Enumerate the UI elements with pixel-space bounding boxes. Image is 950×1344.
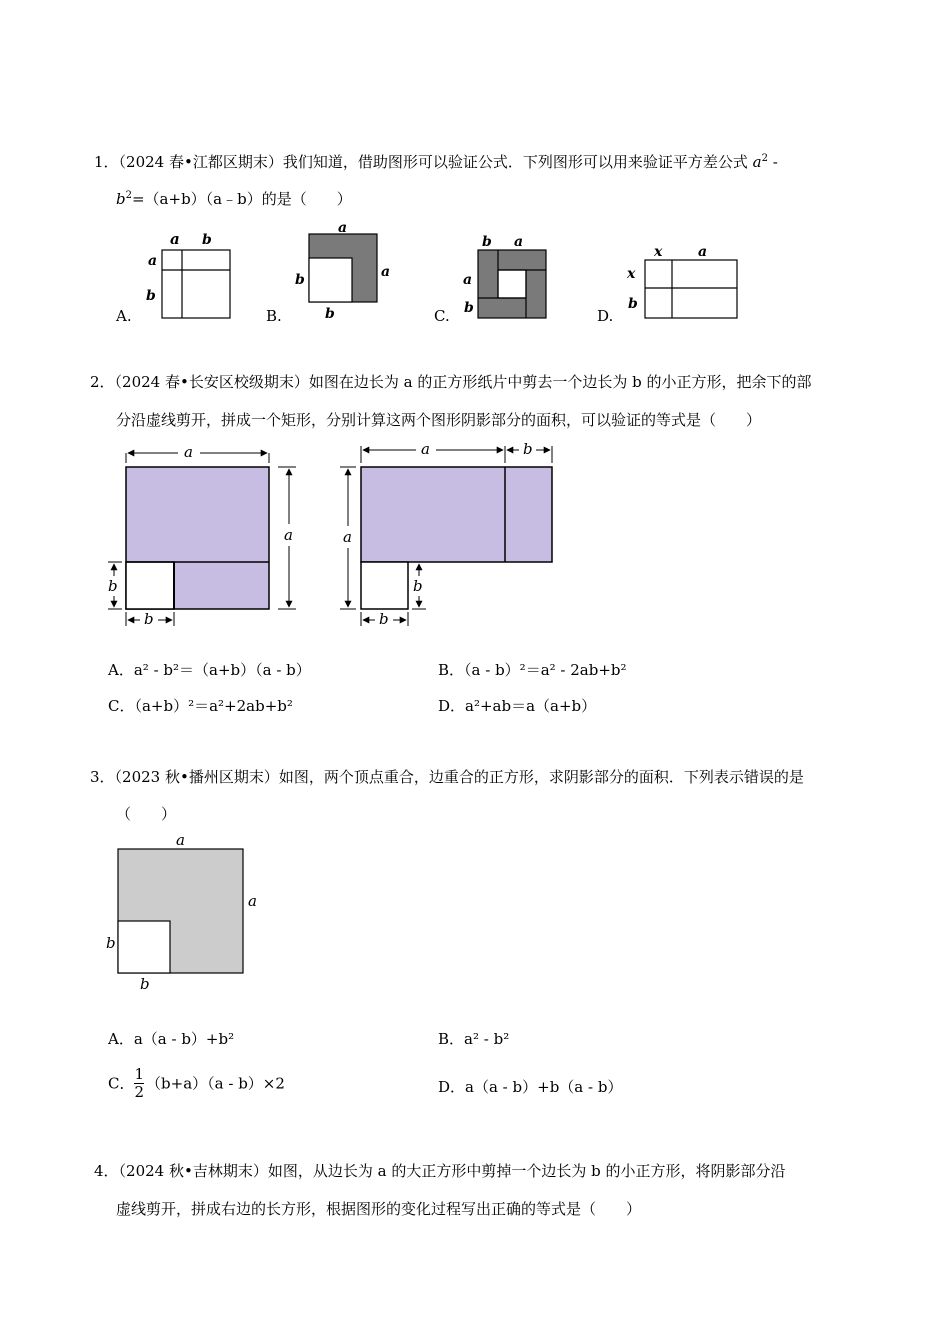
q3-option-d-text: a（a - b）+b（a - b） (465, 1078, 623, 1096)
q1d-label-left-b: b (628, 296, 638, 312)
q2-option-a[interactable] (108, 660, 311, 680)
q1-formula-a: a (752, 153, 762, 171)
q2-label-b-side: b (108, 577, 118, 595)
q1d-label-top-a: a (698, 244, 708, 260)
q2-stem-2: 分沿虚线剪开，拼成一个矩形，分别计算这两个图形阴影部分的面积，可以验证的等式是（ ） (116, 411, 762, 429)
q2-option-b-text: （a - b）²＝a² - 2ab+b² (464, 661, 627, 679)
q2-number: 2． (90, 373, 115, 391)
q3-option-c-letter: C． (108, 1074, 135, 1093)
q1b-label-bottom-b: b (325, 306, 335, 322)
q2-option-a-letter: A． (108, 661, 134, 679)
q3-figure (100, 830, 270, 995)
q1-formula-b: b (116, 190, 126, 208)
q2-left-cut-square (126, 562, 174, 609)
q2-stem-1: （2024 春•长安区校级期末）如图在边长为 a 的正方形纸片中剪去一个边长为 b 的小正方形，把余下的部 (114, 373, 812, 391)
q4-line1 (94, 1161, 785, 1181)
q2-right-rectangle (361, 467, 552, 562)
q3-label-top-a: a (176, 831, 185, 849)
q3-option-c[interactable] (108, 1066, 285, 1101)
q1d-label-top-x: x (654, 244, 663, 260)
q1d-label-left-x: x (627, 266, 636, 282)
q1-line2: $b^2=(a+b)(a﹣b)$的是（ ） (116, 190, 352, 208)
q1a-label-top-b: b (202, 232, 212, 248)
q1a-label-top-a: a (170, 230, 180, 248)
q3-option-b[interactable] (438, 1029, 509, 1049)
q1-formula-dash: - (767, 153, 778, 171)
q3-number: 3． (90, 768, 115, 786)
q1c-label-left-b: b (464, 300, 474, 316)
q1c-label-top-b: b (482, 234, 492, 250)
q3-line1 (90, 767, 804, 787)
q3-option-c-fraction (134, 1066, 144, 1101)
q4-number: 4． (94, 1162, 119, 1180)
q2-label-a-side: a (284, 526, 293, 544)
q1-option-c[interactable]: C. (434, 307, 450, 325)
q3-option-d-letter: D． (438, 1078, 466, 1096)
q1-number: 1． (94, 153, 119, 171)
q4-stem-1: （2024 秋•吉林期末）如图，从边长为 a 的大正方形中剪掉一个边长为 b 的小正方形，将阴影部分沿 (118, 1162, 786, 1180)
q2-label-b-bottom: b (144, 610, 154, 628)
q1-figure-b (290, 220, 400, 325)
q2-option-c-letter: C． (108, 697, 135, 715)
q1-figure-c (458, 232, 558, 327)
q1a-outer-square (162, 250, 230, 318)
q2-option-b-letter: B． (438, 661, 465, 679)
q2-option-d[interactable] (438, 696, 596, 716)
q3-label-bottom-b: b (140, 975, 150, 993)
q2-option-c-text: （a+b）²＝a²+2ab+b² (134, 697, 293, 715)
q1c-label-top-a: a (514, 234, 524, 250)
q2-line1 (90, 372, 811, 392)
q1-option-d[interactable]: D. (597, 307, 614, 325)
q3-option-a[interactable] (108, 1029, 234, 1049)
q1a-label-left-a: a (148, 253, 158, 269)
q1-option-b[interactable]: B. (266, 307, 282, 325)
q3-stem-2: （ ） (116, 805, 177, 823)
q1-stem: （2024 春•江都区期末）我们知道，借助图形可以验证公式．下列图形可以用来验证平方差公式 (118, 153, 748, 171)
q2-label-a-side2: a (343, 528, 352, 546)
q2-right-small-square (361, 562, 408, 609)
q1-line1: 1．（2024 春•江都区期末）我们知道，借助图形可以验证公式．下列图形可以用来验证平方差公式 $a^2$ - (94, 153, 778, 171)
q2-figure (100, 436, 570, 636)
q1-figure-a (140, 226, 240, 326)
q1d-rectangle (645, 260, 737, 318)
q3-option-b-text: a² - b² (464, 1030, 510, 1048)
q3-label-right-a: a (248, 892, 257, 910)
q2-label-b-side2: b (413, 577, 423, 595)
q3-stem-1: （2023 秋•播州区期末）如图，两个顶点重合，边重合的正方形，求阴影部分的面积．下列表示错误的是 (114, 768, 804, 786)
q1b-label-top-a: a (338, 220, 348, 236)
q2-label-b-top2: b (523, 440, 533, 458)
q1c-label-left-a: a (463, 272, 473, 288)
q2-option-d-letter: D． (438, 697, 466, 715)
q1-option-a[interactable]: A. (116, 307, 132, 325)
q1-figure-d (620, 240, 745, 325)
q1b-inner-square (309, 258, 352, 302)
q3-small-square (118, 921, 170, 973)
q1b-label-right-a: a (381, 264, 391, 280)
q3-label-left-b: b (106, 934, 116, 952)
q4-stem-2: 虚线剪开，拼成右边的长方形，根据图形的变化过程写出正确的等式是（ ） (116, 1200, 642, 1218)
q1b-label-left-b: b (295, 272, 305, 288)
q2-label-a-top: a (184, 443, 193, 461)
q1-formula-rest: =（a+b）（a﹣b）的是（ ） (131, 190, 352, 208)
q2-option-b[interactable] (438, 660, 627, 680)
q3-option-d[interactable] (438, 1077, 622, 1097)
q3-option-a-text: a（a - b）+b² (133, 1030, 235, 1048)
q1a-label-left-b: b (146, 288, 156, 304)
q3-fraction-numerator: 1 (134, 1065, 145, 1083)
q3-option-b-letter: B． (438, 1030, 465, 1048)
q2-option-c[interactable] (108, 696, 293, 716)
q2-label-a-top2: a (421, 440, 430, 458)
q2-option-a-text: a² - b²＝（a+b）（a - b） (133, 661, 311, 679)
q2-option-d-text: a²+ab＝a（a+b） (465, 697, 597, 715)
q3-option-c-text: （b+a）（a - b）×2 (146, 1074, 285, 1093)
q1c-inner-square (498, 270, 526, 298)
q3-option-a-letter: A． (108, 1030, 134, 1048)
q3-fraction-denominator: 2 (134, 1083, 145, 1101)
q2-label-b-bottom2: b (379, 610, 389, 628)
